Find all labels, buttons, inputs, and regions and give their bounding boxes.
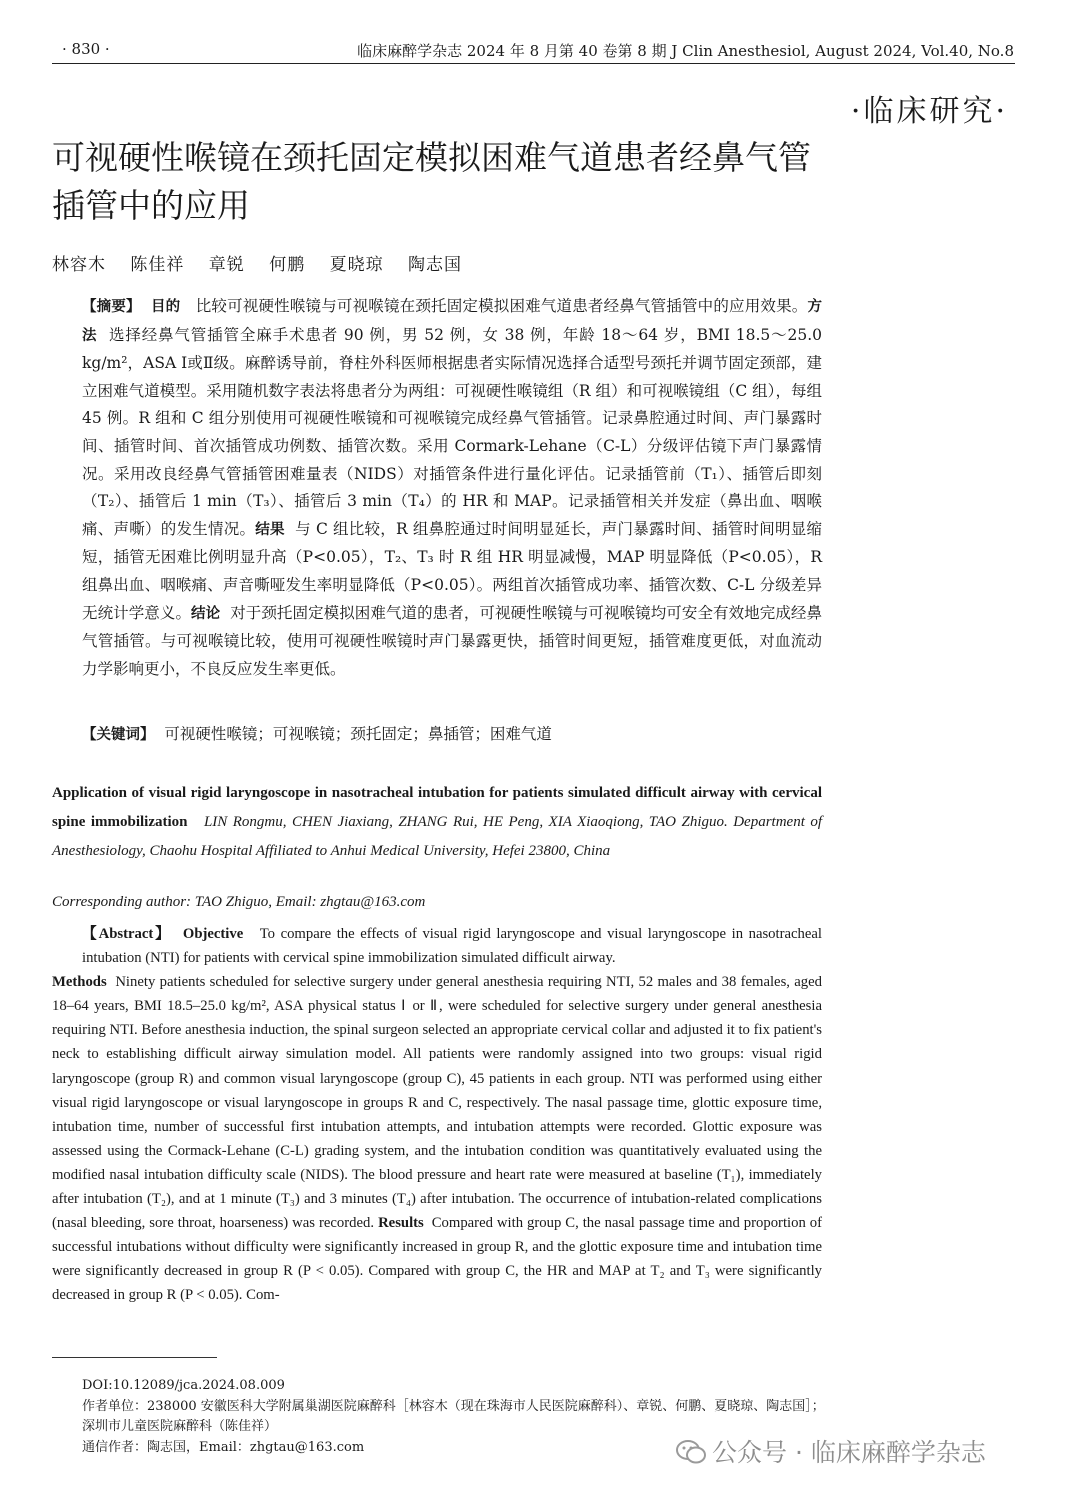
english-objective-label: Objective [182,926,244,942]
methods-text: 选择经鼻气管插管全麻手术患者 90 例，男 52 例，女 38 例，年龄 18～64 岁，BMI 18.5～25.0 kg/m²，ASA Ⅰ或Ⅱ级。麻醉诱导前，脊柱外科医师根据患者实际情况选择合适型号颈托并调节固定颈部，建立困难气道模型。采用随机数字表法将患者分为两组：可视硬性喉镜组（R 组）和可视喉镜组（C 组），每组 45 例。R 组和 C 组分别使用可视硬性喉镜和可视喉镜完成经鼻气管插管。记录鼻腔通过时间、声门暴露时间、插管时间、首次插管成功例数、插管次数。采用 Cormark-Lehane（C-L）分级评估镜下声门暴露情况。采用改良经鼻气管插管困难量表（NIDS）对插管条件进行量化评估。记录插管前（T₁）、插管后即刻（T₂）、插管后 1 min（T₃）、插管后 3 min（T₄）的 HR 和 MAP。记录插管相关并发症（鼻出血、咽喉痛、声嘶）的发生情况。 [82,325,823,538]
footnote-rule [52,1357,217,1358]
objective-text: 比较可视硬性喉镜与可视喉镜在颈托固定模拟困难气道患者经鼻气管插管中的应用效果。 [195,297,808,315]
english-objective-text: To compare the effects of visual rigid laryngoscope and visual laryngoscope in nasotracheal intubation (NTI) for patients with cervical spine immobilization simulated difficult airway. [82,926,823,967]
corresponding-footnote: 通信作者：陶志国，Email：zhgtau@163.com [82,1439,365,1455]
english-methods-text: Ninety patients scheduled for selective surgery under general anesthesia requiring NTI, 52 males and 38 females, aged 18–64 years, BMI 18.5–25.0 kg/m², ASA physical status Ⅰ or Ⅱ, were scheduled for selective surgery under general anesthesia requiring NTI. Before anesthesia induction, the spinal surgeon selected an appropriate cervical collar and adjusted it to fix patient's neck to establishing difficult airway simulation model. All patients were randomly assigned into two groups: visual rigid laryngoscope (group R) and common visual laryngoscope (group C), 45 patients in each group. NTI was performed using either visual rigid laryngoscope or visual laryngoscope in groups R and C, respectively. The nasal passage time, glottic exposure time, intubation time, number of successful first intubation attempts, and intubation attempts were recorded. Glottic exposure was assessed using the Cormack-Lehane (C-L) grading system, and the intubation condition was quantitatively evaluated using the modified nasal intubation difficulty scale (NIDS). The blood pressure and heart rate were measured at baseline (T₁), immediately after intubation (T₂), and at 1 minute (T₃) and 3 minutes (T₄) after intubation. The occurrence of intubation-related complications (nasal bleeding, sore throat, hoarseness) was recorded. [52,974,822,1232]
keywords-text: 可视硬性喉镜；可视喉镜；颈托固定；鼻插管；困难气道 [164,725,552,743]
results-text: 与 C 组比较，R 组鼻腔通过时间明显延长，声门暴露时间、插管时间明显缩短，插管无困难比例明显升高（P<0.05），T₂、T₃ 时 R 组 HR 明显减慢，MAP 明显降低（P<0.05），R 组鼻出血、咽喉痛、声音嘶哑发生率明显降低（P<0.05）。两组首次插管成功率、插管次数、C-L 分级差异无统计学意义。 [82,519,823,622]
english-abstract [52,922,822,1308]
abstract-label: 【摘要】 [82,299,141,315]
conclusion-text: 对于颈托固定模拟困难气道的患者，可视硬性喉镜与可视喉镜均可安全有效地完成经鼻气管插管。与可视喉镜比较，使用可视硬性喉镜时声门暴露更快，插管时间更短，插管难度更低，对血流动力学影响更小，不良反应发生率更低。 [82,603,822,678]
doi: DOI:10.12089/jca.2024.08.009 [82,1378,285,1393]
author-list: 林容木 陈佳祥 章锐 何鹏 夏晓琼 陶志国 [52,255,463,275]
english-results-label: Results [378,1215,424,1232]
objective-label: 目的 [150,299,181,315]
results-label: 结果 [255,521,285,538]
conclusion-label: 结论 [191,605,221,622]
english-title: Application of visual rigid laryngoscope in nasotracheal intubation for patients simulated difficult airway with cervical spine immobilization [52,785,822,830]
corresponding-author: Corresponding author: TAO Zhiguo, Email: zhgtau@163.com [52,894,426,910]
section-label: ·临床研究· [850,94,1008,129]
methods-label: 方法 [82,299,822,344]
header-rule [52,63,1015,64]
english-results-text: Compared with group C, the nasal passage time and proportion of successful intubations without difficulty were significantly increased in group R, and the glottic exposure time and intubation time were significantly decreased in group R (P < 0.05). Compared with group C, the HR and MAP at T₂ and T₃ were significantly decreased in group R (P < 0.05). Com- [52,1215,823,1304]
english-abstract-label: 【Abstract】 [82,926,172,942]
article-title: 可视硬性喉镜在颈托固定模拟困难气道患者经鼻气管插管中的应用 [52,138,811,225]
keywords [52,720,822,749]
english-authors: LIN Rongmu, CHEN Jiaxiang, ZHANG Rui, HE Peng, XIA Xiaoqiong, TAO Zhiguo. Department of Anesthesiology, Chaohu Hospital Affiliated to Anhui Medical University, Hefei 23800, China [52,814,823,859]
author-units: 作者单位：238000 安徽医科大学附属巢湖医院麻醉科［林容木（现在珠海市人民医院麻醉科）、章锐、何鹏、夏晓琼、陶志国］；深圳市儿童医院麻醉科（陈佳祥） [82,1398,825,1434]
journal-header: 临床麻醉学杂志 2024 年 8 月第 40 卷第 8 期 J Clin Anesthesiol, August 2024, Vol.40, No.8 [357,42,1014,60]
page-number: · 830 · [62,40,110,58]
wechat-icon [676,1439,706,1465]
chinese-abstract [52,293,822,683]
wechat-watermark [676,1433,986,1469]
english-title-block [52,779,822,866]
english-methods-label: Methods [52,974,107,991]
watermark-text: 公众号 · 临床麻醉学杂志 [712,1438,986,1467]
keywords-label: 【关键词】 [82,727,155,743]
